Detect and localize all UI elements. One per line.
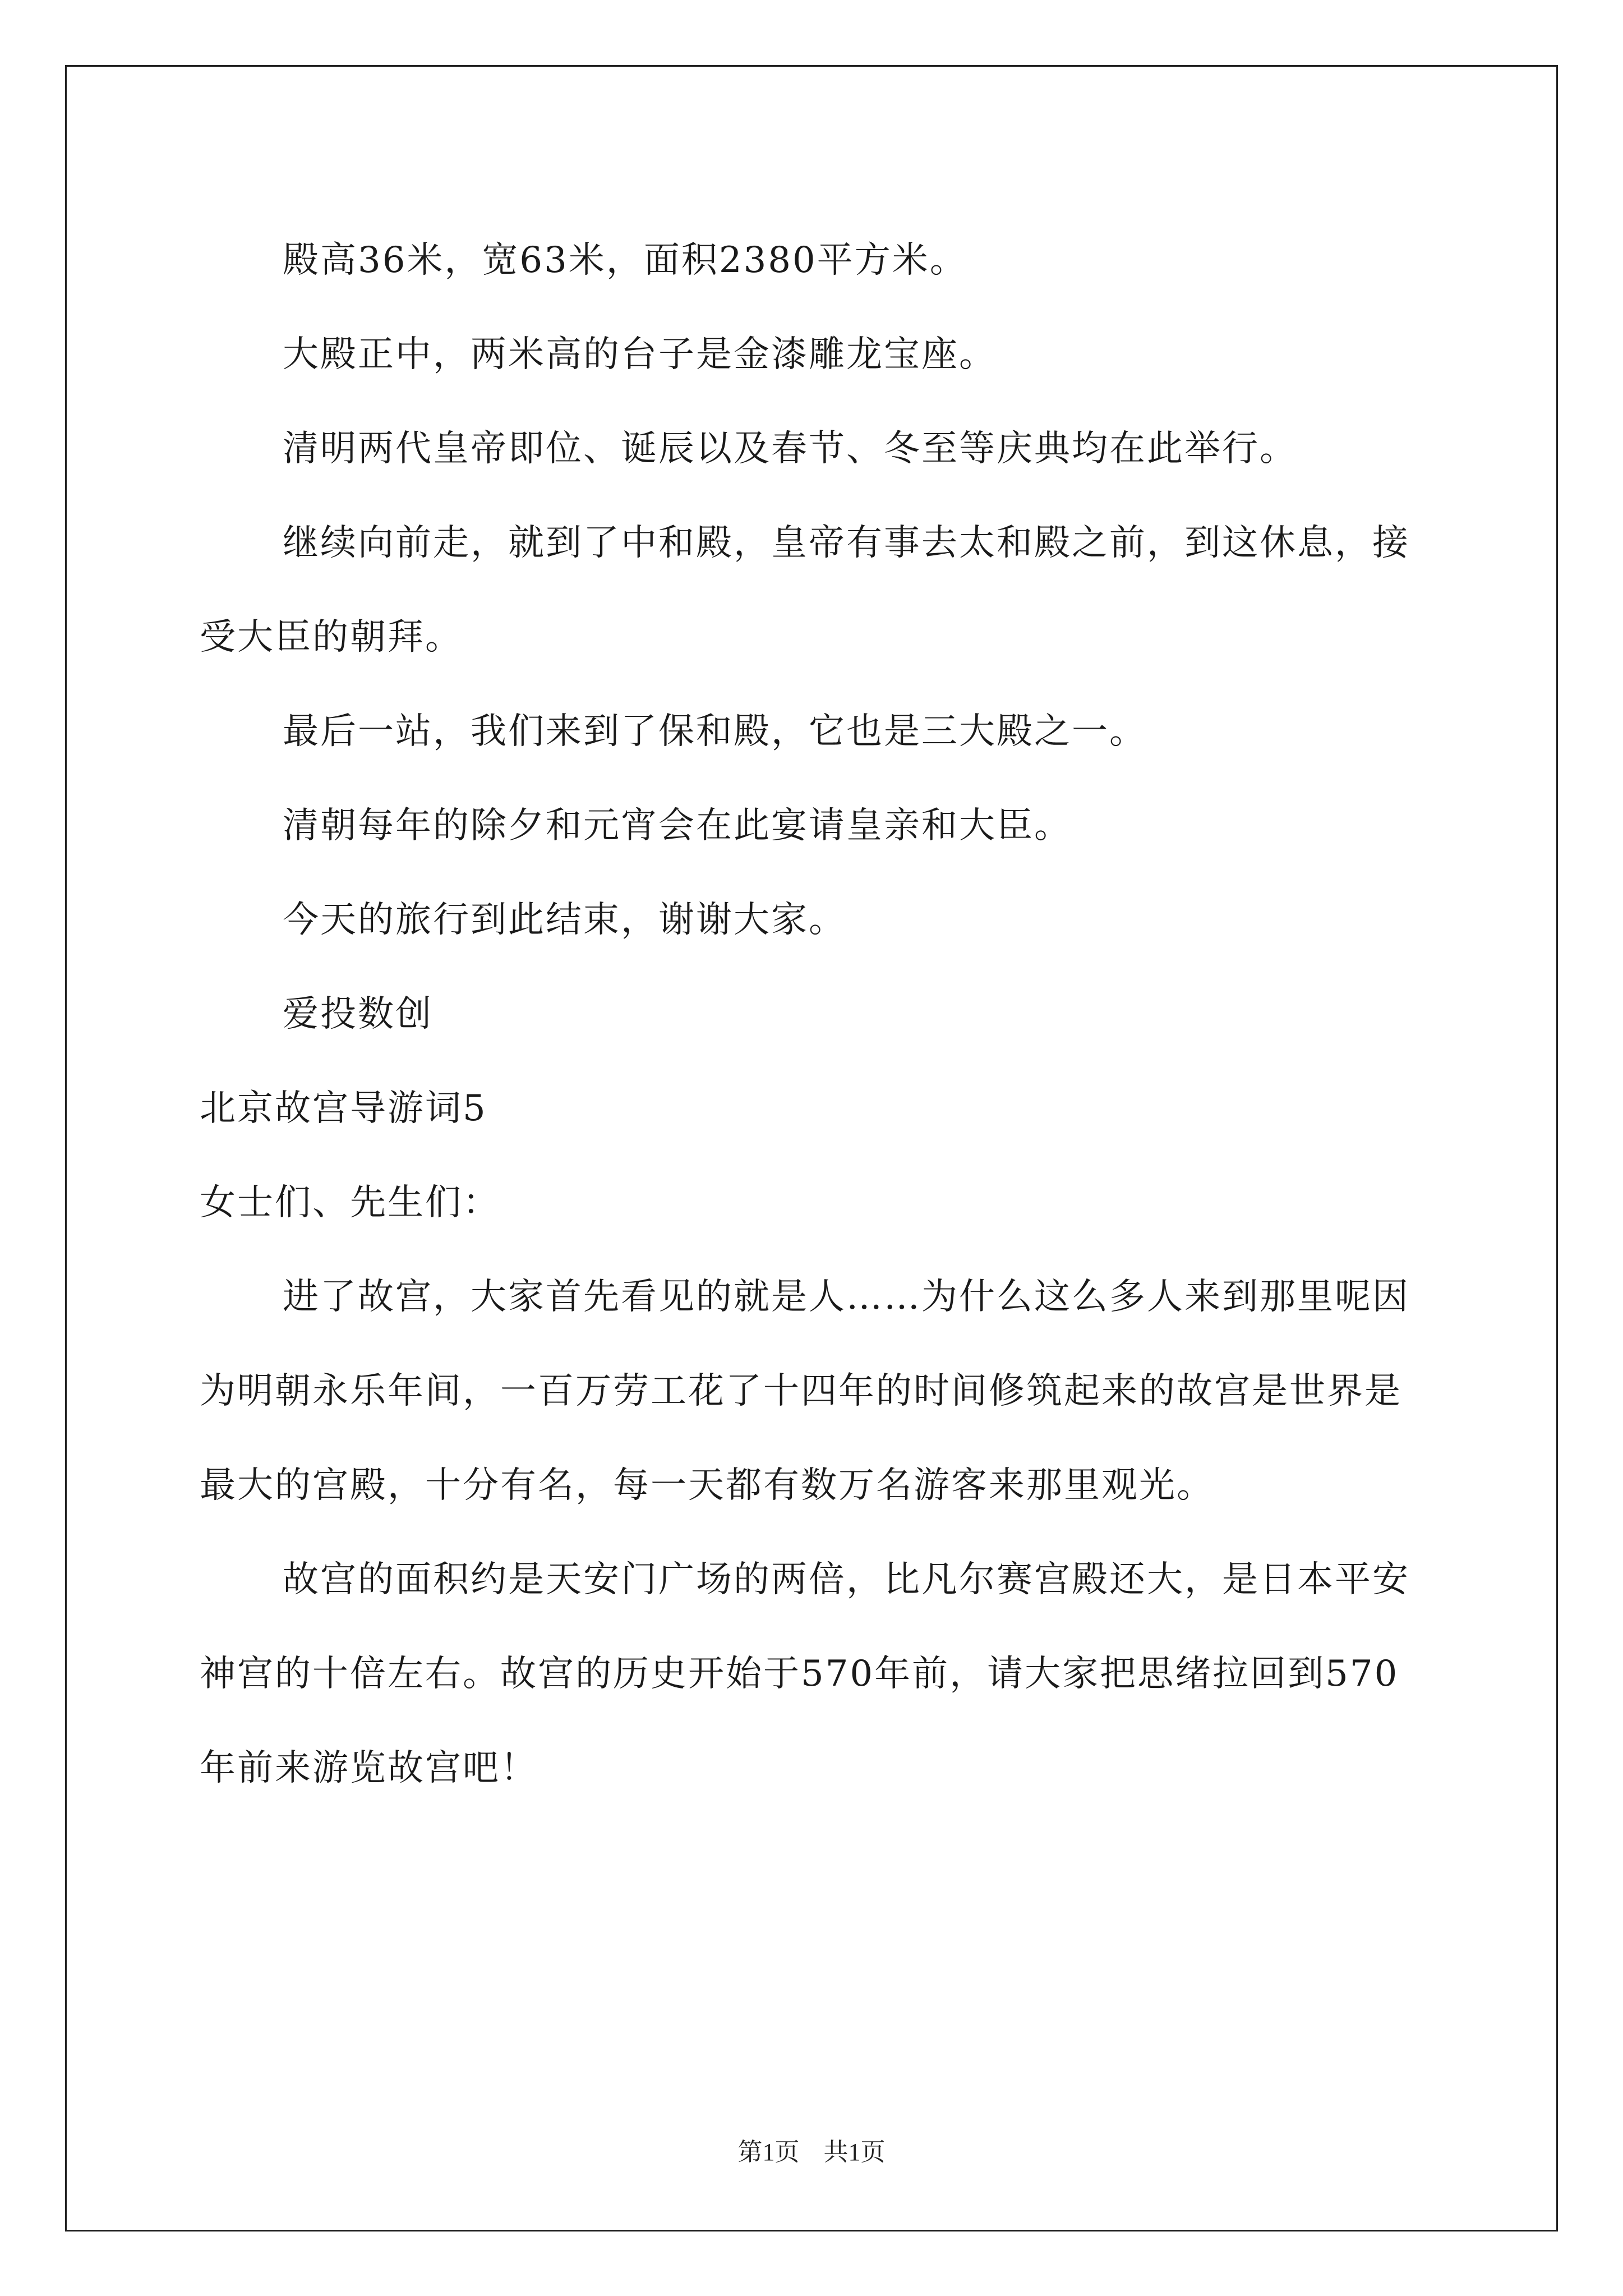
paragraph: 继续向前走，就到了中和殿，皇帝有事去太和殿之前，到这休息，接受大臣的朝拜。 [200, 522, 1410, 658]
section-title: 北京故宫导游词5 [200, 1088, 487, 1129]
paragraph: 清明两代皇帝即位、诞辰以及春节、冬至等庆典均在此举行。 [283, 428, 1297, 470]
document-body [200, 213, 1433, 1815]
page-total: 共1页 [823, 2138, 886, 2166]
page-number: 第1页 [737, 2138, 800, 2166]
paragraph: 大殿正中，两米高的台子是金漆雕龙宝座。 [283, 334, 997, 375]
greeting: 女士们、先生们： [200, 1182, 500, 1223]
paragraph: 殿高36米，宽63米，面积2380平方米。 [283, 240, 967, 281]
paragraph: 进了故宫，大家首先看见的就是人……为什么这么多人来到那里呢因为明朝永乐年间，一百万劳工花了十四年的时间修筑起来的故宫是世界是最大的宫殿，十分有名，每一天都有数万名游客来那里观光。 [200, 1276, 1410, 1506]
paragraph: 爱投数创 [283, 993, 433, 1035]
paragraph: 今天的旅行到此结束，谢谢大家。 [283, 899, 846, 941]
page-footer [0, 2132, 1623, 2168]
paragraph: 清朝每年的除夕和元宵会在此宴请皇亲和大臣。 [283, 805, 1072, 846]
paragraph: 最后一站，我们来到了保和殿，它也是三大殿之一。 [283, 711, 1147, 752]
paragraph: 故宫的面积约是天安门广场的两倍，比凡尔赛宫殿还大，是日本平安神宫的十倍左右。故宫的历史开始于570年前，请大家把思绪拉回到570年前来游览故宫吧！ [200, 1559, 1410, 1789]
